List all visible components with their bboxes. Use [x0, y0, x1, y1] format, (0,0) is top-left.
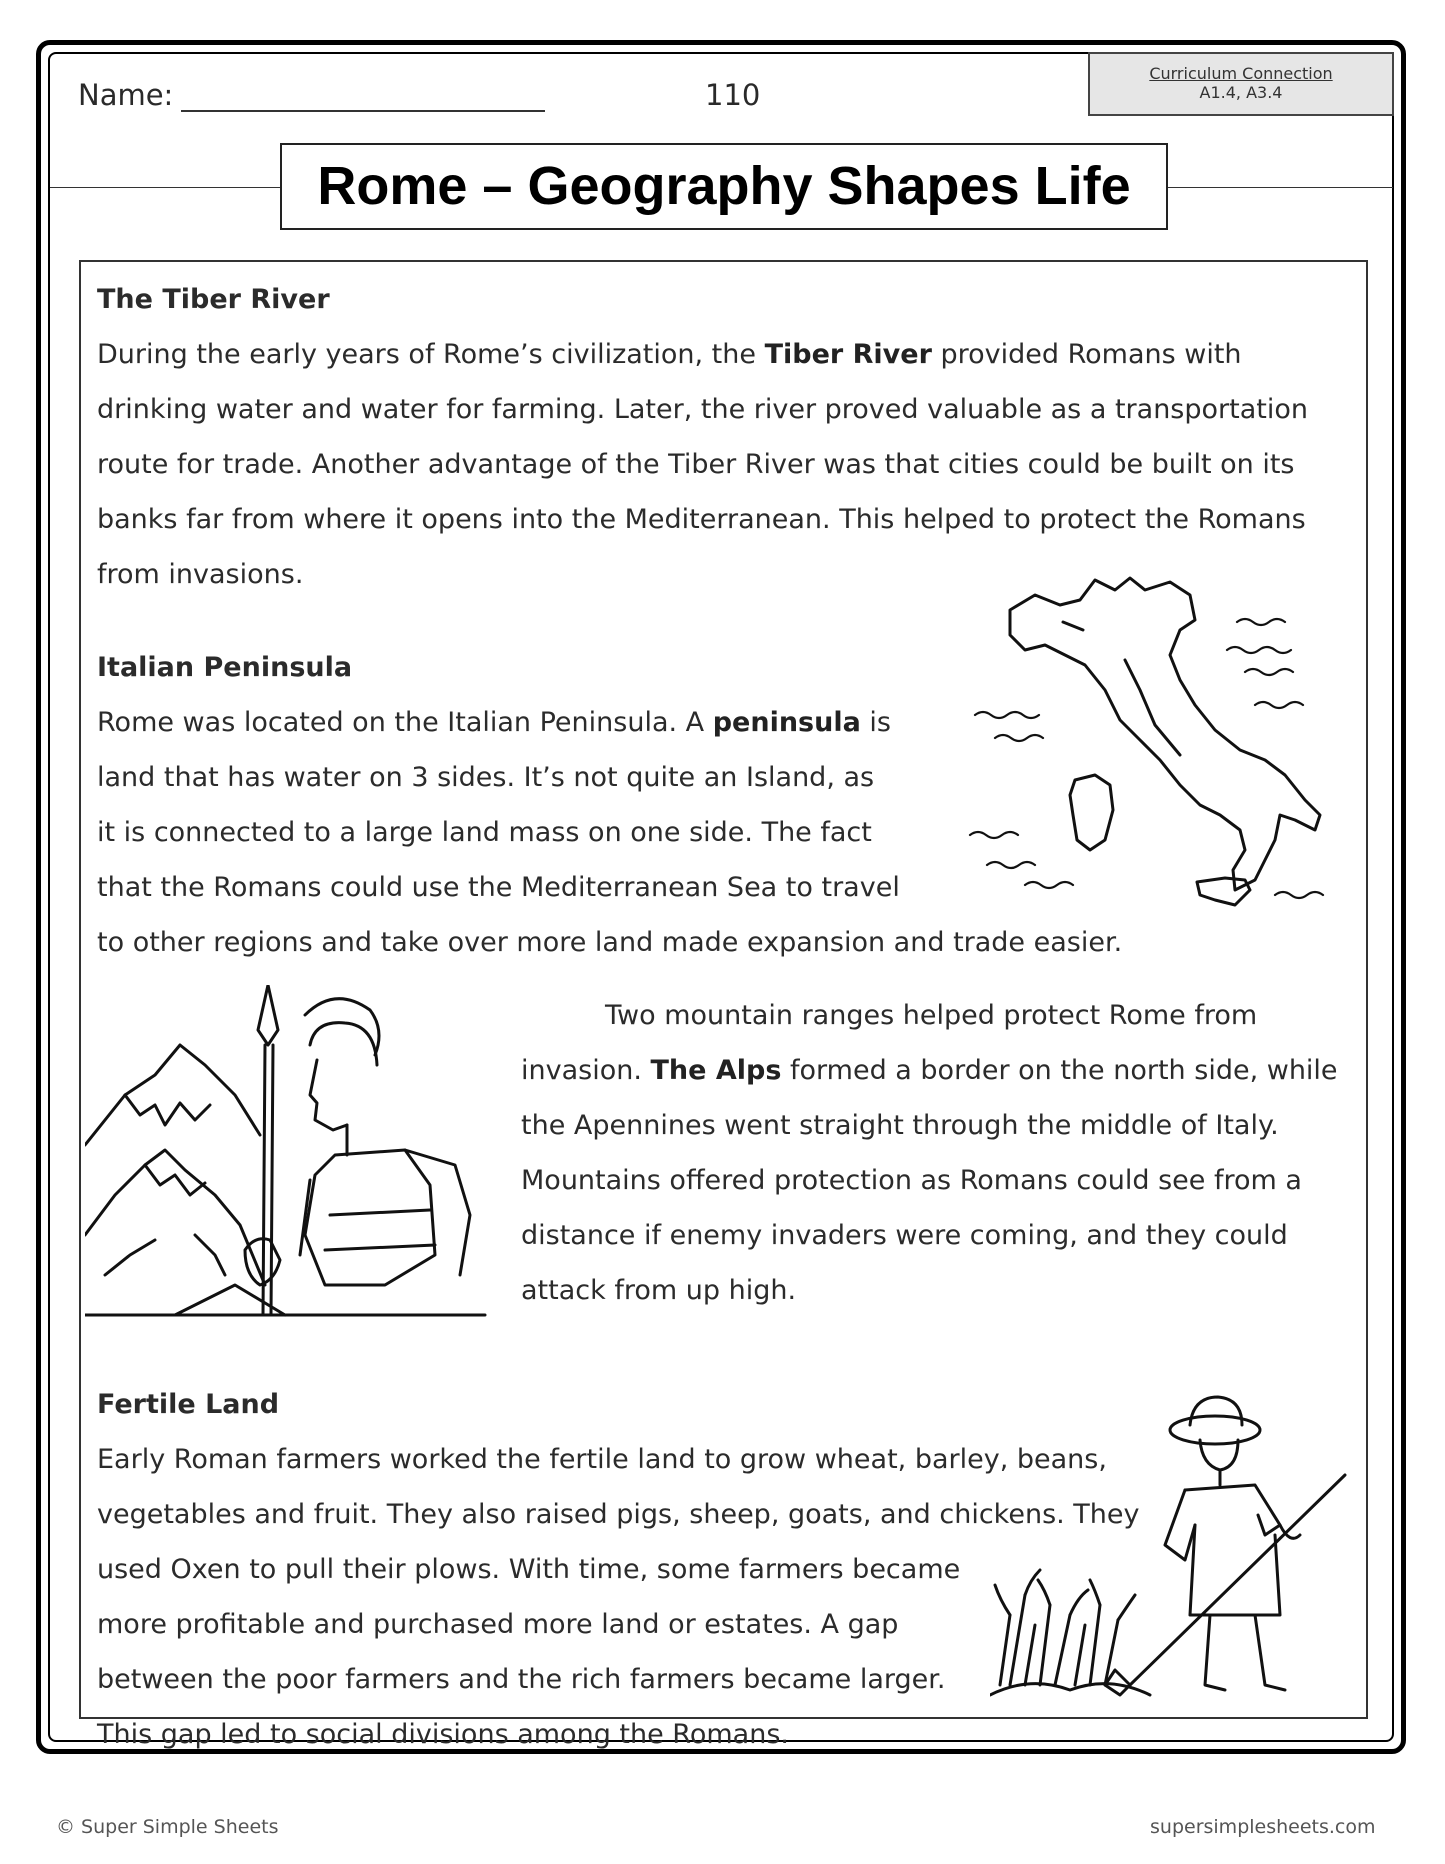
tiber-line-5: from invasions.	[97, 559, 304, 590]
text-run: is	[860, 707, 891, 738]
text-run: invasion.	[521, 1055, 651, 1086]
tiber-line-2: drinking water and water for farming. Later, the river proved valuable as a transportation	[97, 394, 1308, 425]
roman-farmer-illustration	[990, 1385, 1350, 1705]
text-run: Rome was located on the Italian Peninsula. A	[97, 707, 713, 738]
mountains-line-4: Mountains offered protection as Romans could see from a	[521, 1165, 1302, 1196]
title-rule-left	[50, 187, 280, 188]
mountains-line-2	[521, 1055, 1338, 1086]
peninsula-heading: Italian Peninsula	[97, 652, 353, 683]
text-run: provided Romans with	[931, 339, 1242, 370]
fertile-line-4: more profitable and purchased more land or estates. A gap	[97, 1609, 899, 1640]
tiber-line-1	[97, 339, 1242, 370]
fertile-line-2: vegetables and fruit. They also raised pigs, sheep, goats, and chickens. They	[97, 1499, 1140, 1530]
term-peninsula: peninsula	[712, 707, 861, 738]
curriculum-connection-box	[1088, 52, 1394, 116]
text-run: formed a border on the north side, while	[781, 1055, 1338, 1086]
roman-soldier-mountains-illustration	[85, 985, 490, 1320]
text-run: During the early years of Rome’s civilization, the	[97, 339, 765, 370]
name-field	[78, 78, 545, 112]
mountains-line-5: distance if enemy invaders were coming, and they could	[521, 1220, 1288, 1251]
mountains-line-1: Two mountain ranges helped protect Rome from	[605, 1000, 1258, 1031]
mountains-line-6: attack from up high.	[521, 1275, 797, 1306]
tiber-heading: The Tiber River	[97, 284, 330, 315]
tiber-line-4: banks far from where it opens into the Mediterranean. This helped to protect the Romans	[97, 504, 1306, 535]
name-blank-line[interactable]	[181, 80, 545, 112]
fertile-line-6: This gap led to social divisions among the Romans.	[97, 1719, 789, 1750]
title-rule-right	[1168, 187, 1393, 188]
peninsula-line-2: land that has water on 3 sides. It’s not quite an Island, as	[97, 762, 875, 793]
term-tiber-river: Tiber River	[764, 339, 932, 370]
tiber-line-3: route for trade. Another advantage of the Tiber River was that cities could be built on its	[97, 449, 1295, 480]
mountains-line-3: the Apennines went straight through the middle of Italy.	[521, 1110, 1279, 1141]
page-title: Rome – Geography Shapes Life	[280, 143, 1168, 230]
name-label: Name:	[78, 78, 174, 112]
peninsula-line-1	[97, 707, 891, 738]
peninsula-line-3: it is connected to a large land mass on one side. The fact	[97, 817, 872, 848]
curriculum-codes: A1.4, A3.4	[1199, 83, 1283, 102]
italy-map-illustration	[965, 560, 1345, 930]
fertile-line-1: Early Roman farmers worked the fertile land to grow wheat, barley, beans,	[97, 1444, 1107, 1475]
page-number: 110	[705, 78, 761, 112]
fertile-line-5: between the poor farmers and the rich farmers became larger.	[97, 1664, 946, 1695]
peninsula-line-5: to other regions and take over more land made expansion and trade easier.	[97, 927, 1123, 958]
footer-copyright: © Super Simple Sheets	[56, 1816, 279, 1838]
peninsula-line-4: that the Romans could use the Mediterranean Sea to travel	[97, 872, 900, 903]
fertile-line-3: used Oxen to pull their plows. With time, some farmers became	[97, 1554, 961, 1585]
footer-website-link[interactable]: supersimplesheets.com	[1150, 1816, 1376, 1838]
curriculum-title: Curriculum Connection	[1149, 64, 1333, 83]
fertile-heading: Fertile Land	[97, 1389, 280, 1420]
term-the-alps: The Alps	[650, 1055, 782, 1086]
